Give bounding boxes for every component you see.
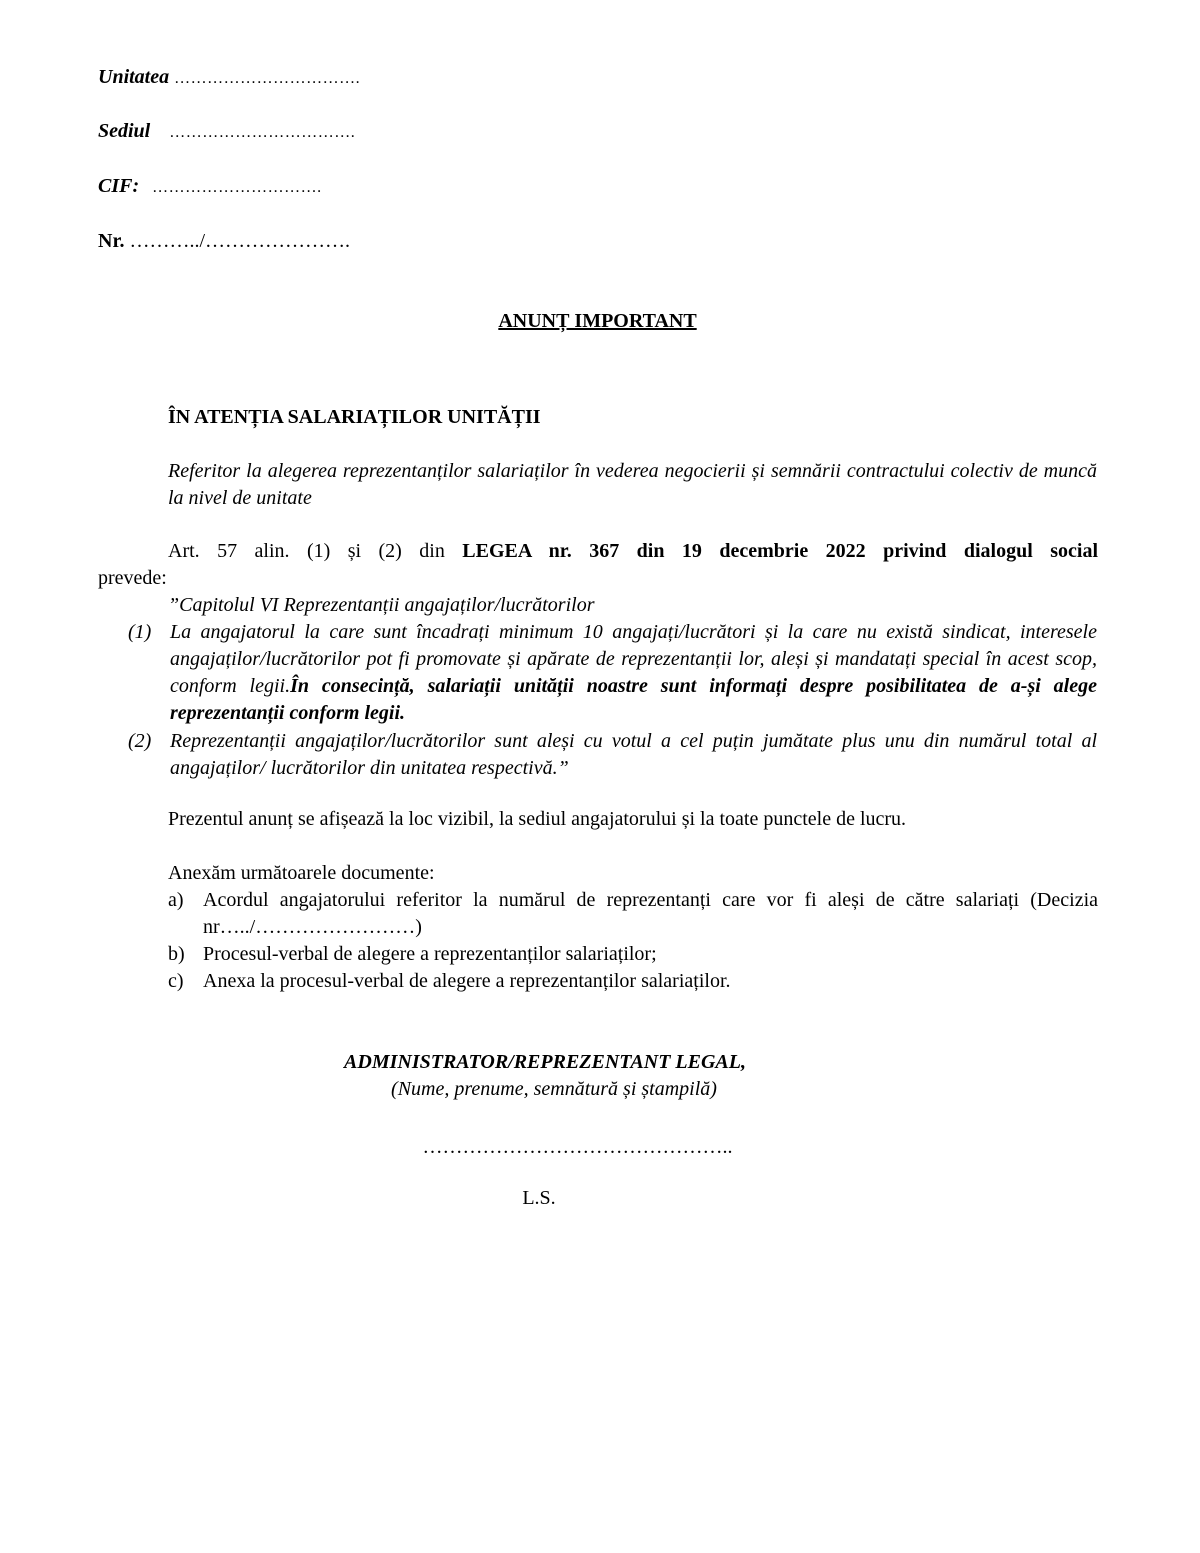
sediul-field [98, 118, 355, 146]
signature-role: ADMINISTRATOR/REPREZENTANT LEGAL, [344, 1051, 746, 1073]
law-reference: LEGEA nr. 367 din 19 decembrie 2022 privind dialogul social [462, 540, 1098, 562]
annex-intro: Anexăm următoarele documente: [168, 862, 435, 884]
ls-mark: L.S. [522, 1187, 556, 1209]
nr-field [98, 228, 350, 255]
page-title: ANUNȚ IMPORTANT [498, 310, 697, 332]
sediul-dots: ……………………………. [169, 124, 356, 141]
quote-item-1 [170, 619, 1097, 727]
quote-item-1-bold: În consecință, salariații unității noastre sunt informați despre posibilitatea de a-și alege reprezentanții conform legii. [170, 675, 1097, 724]
art-suffix: prevede: [98, 567, 167, 589]
quote-item-number-2: (2) [128, 730, 152, 752]
annex-letter-b: b) [168, 943, 185, 965]
unitatea-dots: ……………………………. [174, 70, 361, 87]
cif-label: CIF: [98, 175, 140, 197]
unitatea-label: Unitatea [98, 66, 170, 88]
unitatea-field [98, 64, 360, 92]
nr-label: Nr. [98, 230, 125, 252]
quote-item-number-1: (1) [128, 621, 152, 643]
art-prefix: Art. 57 alin. (1) și (2) din [168, 540, 463, 562]
art-paragraph [168, 538, 1098, 565]
cif-field [98, 173, 322, 201]
quote-item-1-text: La angajatorul la care sunt încadrați minimum 10 angajați/lucrători și la care nu există sindicat, interesele angajaților/lucrătorilor pot fi promovate și apărate de reprezentanții lor, aleși și mandatați special în acest scop, conform legii. [170, 621, 1097, 697]
sediul-label: Sediul [98, 120, 151, 142]
annex-letter-c: c) [168, 970, 184, 992]
posting-paragraph: Prezentul anunț se afișează la loc vizibil, la sediul angajatorului și la toate punctele de lucru. [168, 808, 907, 830]
quote-item-2: Reprezentanții angajaților/lucrătorilor sunt aleși cu votul a cel puțin jumătate plus unu din numărul total al angajaților/ lucrătorilor din unitatea respectivă.” [170, 730, 1097, 779]
subject-paragraph: Referitor la alegerea reprezentanților salariaților în vederea negocierii și semnării contractului colectiv de muncă la nivel de unitate [168, 460, 1097, 509]
annex-item-a: Acordul angajatorului referitor la numărul de reprezentanți care vor fi aleși de către salariați (Decizia nr…../……………………) [203, 889, 1098, 938]
annex-item-c: Anexa la procesul-verbal de alegere a reprezentanților salariaților. [203, 970, 731, 992]
annex-item-b: Procesul-verbal de alegere a reprezentanților salariaților; [203, 943, 657, 965]
signature-line: ……………………………………….. [422, 1136, 733, 1158]
quote-heading: ”Capitolul VI Reprezentanții angajaților/lucrătorilor [168, 594, 595, 616]
attention-heading: ÎN ATENȚIA SALARIAȚILOR UNITĂȚII [168, 406, 541, 428]
signature-note: (Nume, prenume, semnătură și ștampilă) [391, 1078, 717, 1100]
cif-dots: …………………………. [152, 179, 322, 196]
nr-value: ………../…………………. [129, 230, 351, 252]
annex-letter-a: a) [168, 889, 184, 911]
